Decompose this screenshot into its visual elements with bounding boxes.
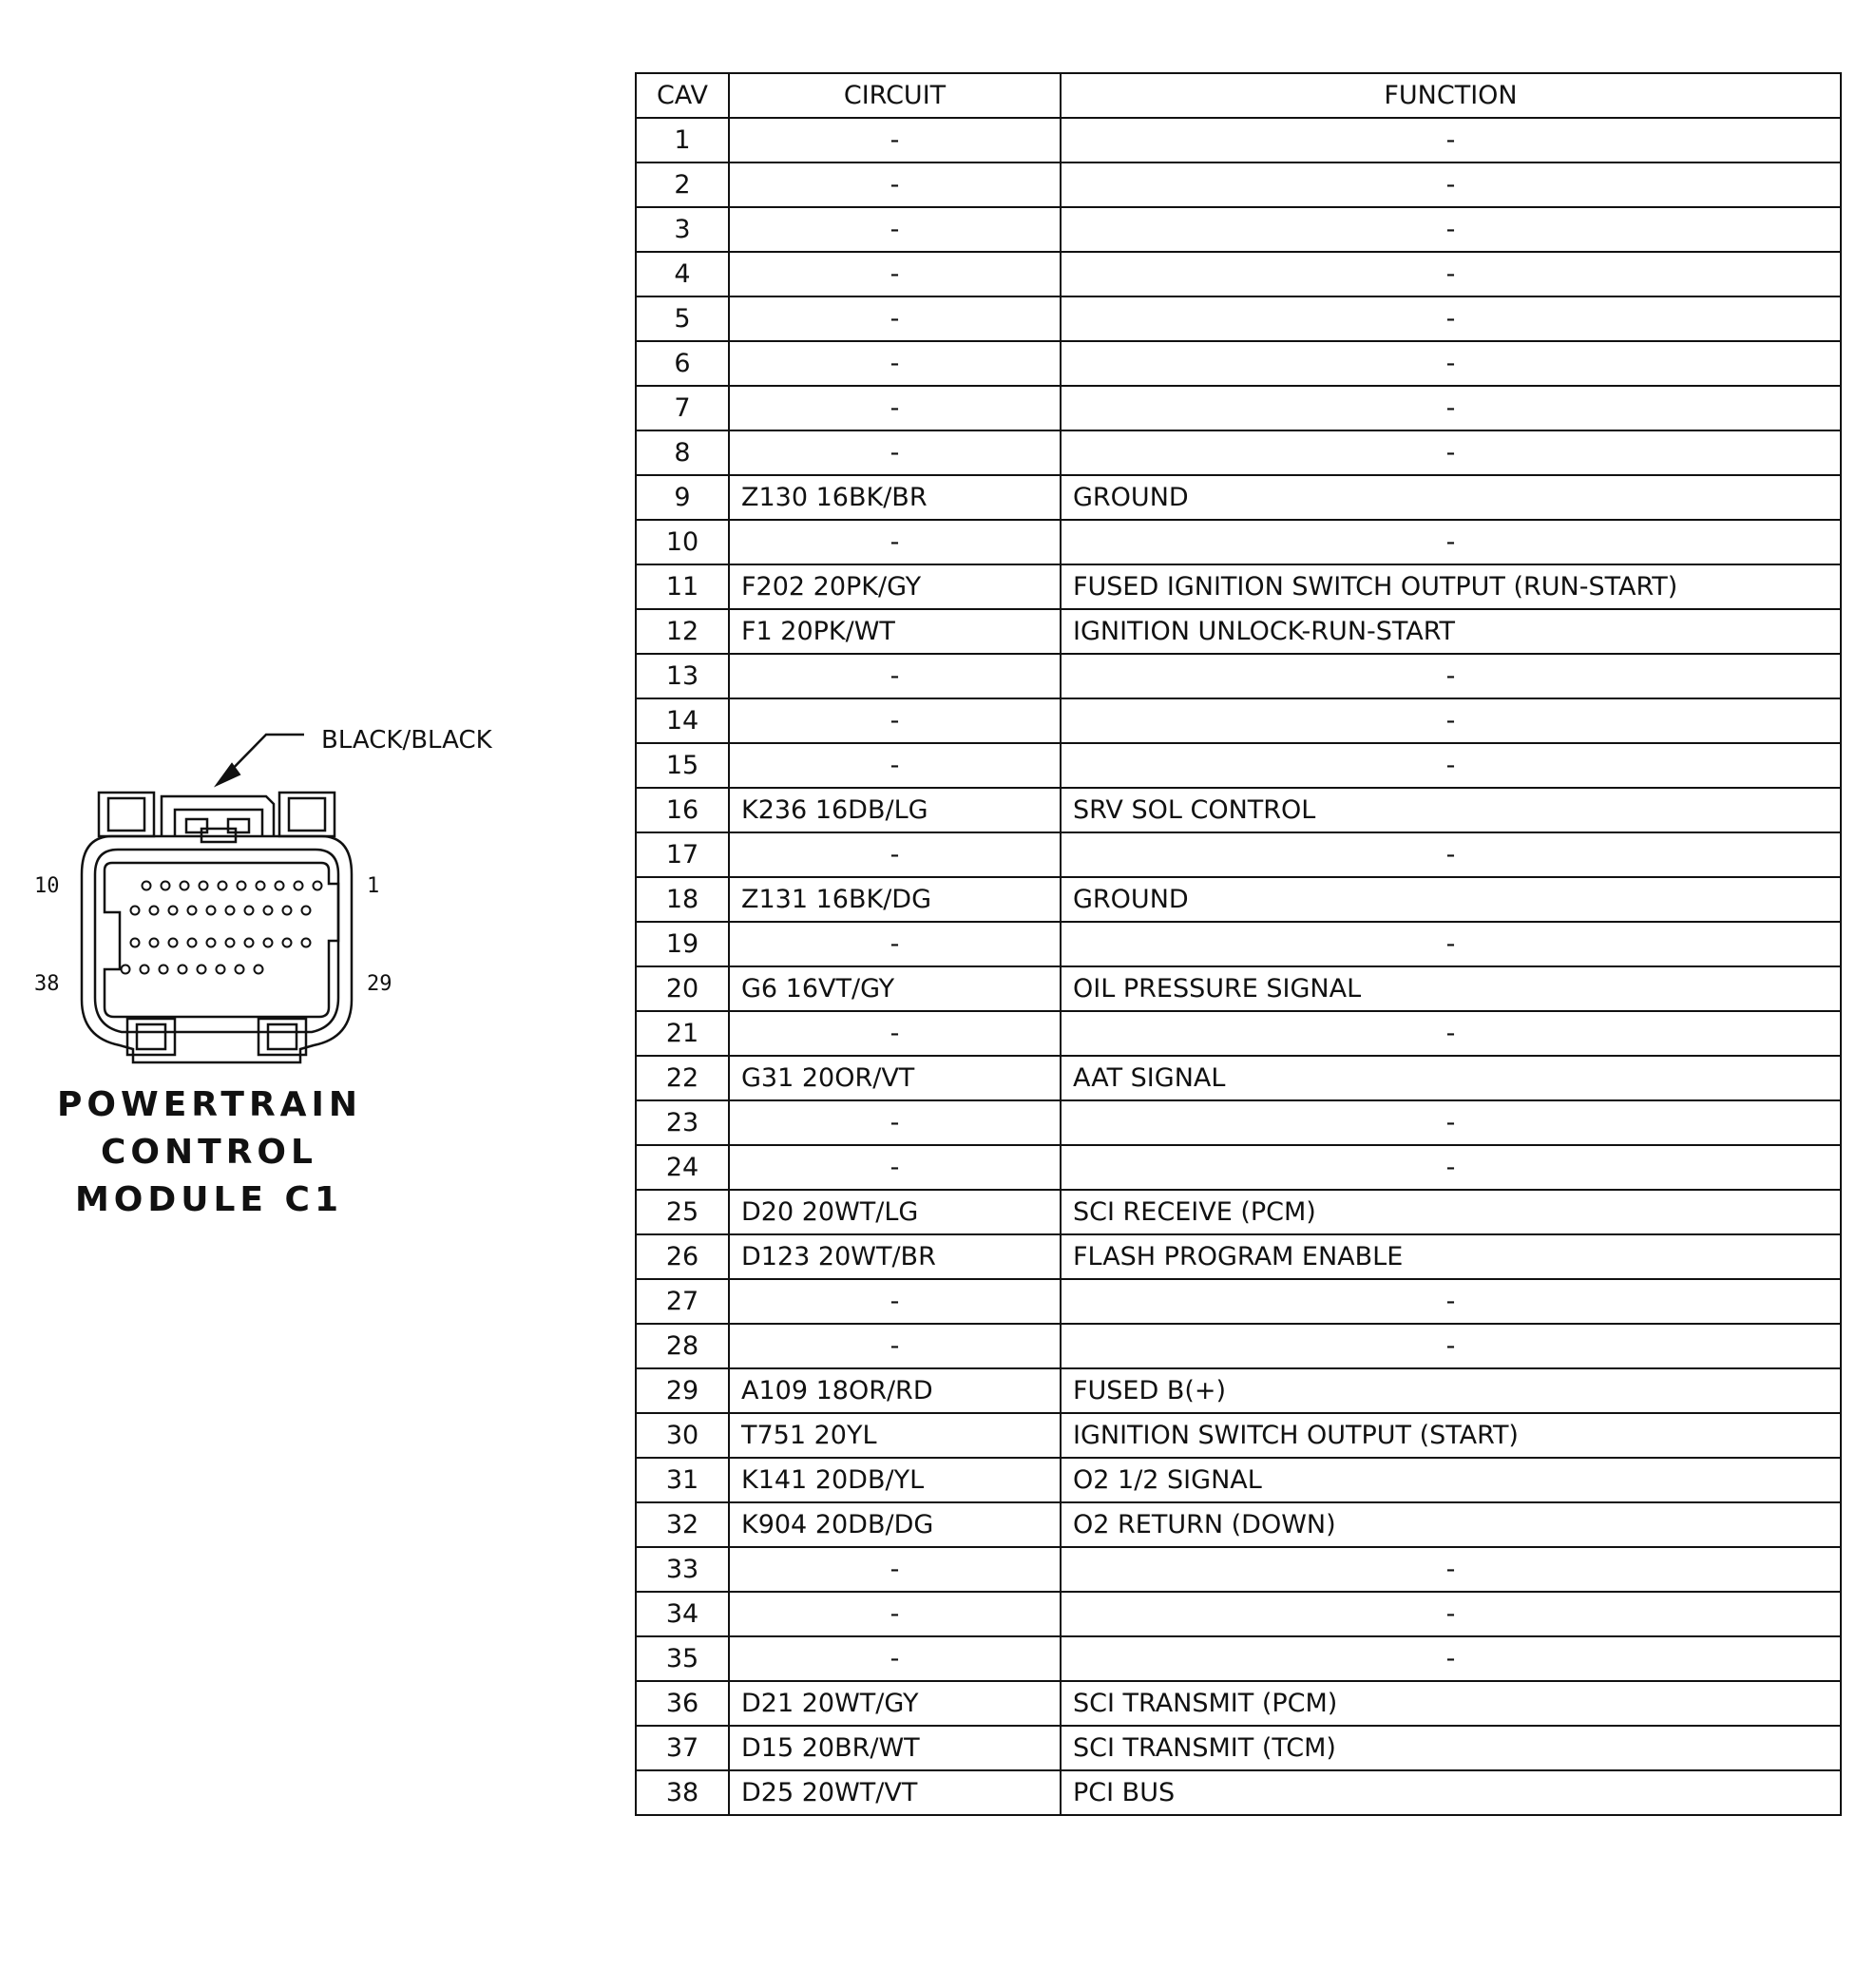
table-row <box>636 698 1841 743</box>
function-cell: - <box>1061 252 1841 296</box>
function-cell: GROUND <box>1061 475 1841 520</box>
cav-cell: 2 <box>636 162 729 207</box>
function-cell: O2 RETURN (DOWN) <box>1061 1502 1841 1547</box>
table-row <box>636 1770 1841 1815</box>
function-cell: - <box>1061 1547 1841 1592</box>
cav-cell: 30 <box>636 1413 729 1458</box>
circuit-cell: T751 20YL <box>729 1413 1061 1458</box>
circuit-cell: K236 16DB/LG <box>729 788 1061 832</box>
pin-cavity <box>283 907 292 915</box>
table-row <box>636 1056 1841 1100</box>
circuit-cell: D21 20WT/GY <box>729 1681 1061 1726</box>
pin-cavity <box>179 965 187 974</box>
pin-label-bottom-right: 29 <box>367 972 392 996</box>
table-row <box>636 1145 1841 1190</box>
table-row <box>636 252 1841 296</box>
circuit-cell: K904 20DB/DG <box>729 1502 1061 1547</box>
cav-cell: 8 <box>636 430 729 475</box>
connector-pin-cavities <box>122 882 322 974</box>
cav-cell: 13 <box>636 654 729 698</box>
cav-cell: 5 <box>636 296 729 341</box>
cav-cell: 20 <box>636 966 729 1011</box>
circuit-cell: - <box>729 922 1061 966</box>
cav-cell: 10 <box>636 520 729 564</box>
circuit-cell: - <box>729 1011 1061 1056</box>
function-cell: IGNITION SWITCH OUTPUT (START) <box>1061 1413 1841 1458</box>
table-row <box>636 207 1841 252</box>
pin-cavity <box>217 965 225 974</box>
cav-cell: 23 <box>636 1100 729 1145</box>
cav-cell: 22 <box>636 1056 729 1100</box>
pin-label-top-right: 1 <box>367 874 380 898</box>
function-cell: OIL PRESSURE SIGNAL <box>1061 966 1841 1011</box>
function-cell: - <box>1061 118 1841 162</box>
pin-cavity <box>219 882 227 890</box>
circuit-cell: K141 20DB/YL <box>729 1458 1061 1502</box>
pin-cavity <box>181 882 189 890</box>
function-cell: - <box>1061 207 1841 252</box>
table-row <box>636 1234 1841 1279</box>
pin-cavity <box>238 882 246 890</box>
pin-cavity <box>276 882 284 890</box>
connector-title-line-3: MODULE C1 <box>74 1180 344 1219</box>
pinout-table <box>635 72 1842 1816</box>
circuit-cell: - <box>729 341 1061 386</box>
cav-cell: 19 <box>636 922 729 966</box>
circuit-cell: - <box>729 743 1061 788</box>
cav-cell: 7 <box>636 386 729 430</box>
function-cell: - <box>1061 1011 1841 1056</box>
function-cell: GROUND <box>1061 877 1841 922</box>
connector-title <box>57 1081 361 1224</box>
cav-cell: 28 <box>636 1324 729 1368</box>
function-cell: IGNITION UNLOCK-RUN-START <box>1061 609 1841 654</box>
pin-cavity <box>245 939 254 947</box>
cav-cell: 3 <box>636 207 729 252</box>
color-callout-label: BLACK/BLACK <box>321 726 492 755</box>
circuit-cell: D20 20WT/LG <box>729 1190 1061 1234</box>
connector-title-line-1: POWERTRAIN <box>57 1085 363 1124</box>
circuit-cell: - <box>729 118 1061 162</box>
function-cell: O2 1/2 SIGNAL <box>1061 1458 1841 1502</box>
function-cell: PCI BUS <box>1061 1770 1841 1815</box>
cav-cell: 21 <box>636 1011 729 1056</box>
pin-cavity <box>150 907 159 915</box>
table-row <box>636 877 1841 922</box>
function-cell: - <box>1061 386 1841 430</box>
pin-cavity <box>131 939 140 947</box>
callout-arrow-icon <box>217 764 239 785</box>
circuit-cell: - <box>729 1324 1061 1368</box>
cav-cell: 31 <box>636 1458 729 1502</box>
cav-cell: 14 <box>636 698 729 743</box>
cav-cell: 38 <box>636 1770 729 1815</box>
pin-cavity <box>257 882 265 890</box>
pin-cavity <box>226 907 235 915</box>
circuit-cell: - <box>729 1279 1061 1324</box>
table-row <box>636 1011 1841 1056</box>
cav-cell: 6 <box>636 341 729 386</box>
pin-cavity <box>245 907 254 915</box>
pin-cavity <box>131 907 140 915</box>
cav-cell: 9 <box>636 475 729 520</box>
table-row <box>636 1592 1841 1636</box>
table-row <box>636 1502 1841 1547</box>
cav-cell: 35 <box>636 1636 729 1681</box>
function-cell: - <box>1061 1279 1841 1324</box>
pin-cavity <box>314 882 322 890</box>
cav-cell: 18 <box>636 877 729 922</box>
table-row <box>636 1368 1841 1413</box>
function-cell: - <box>1061 743 1841 788</box>
table-row <box>636 564 1841 609</box>
function-cell: - <box>1061 520 1841 564</box>
table-row <box>636 1681 1841 1726</box>
pin-cavity <box>226 939 235 947</box>
table-row <box>636 1279 1841 1324</box>
circuit-cell: - <box>729 1145 1061 1190</box>
function-cell: AAT SIGNAL <box>1061 1056 1841 1100</box>
circuit-cell: D123 20WT/BR <box>729 1234 1061 1279</box>
table-row <box>636 1458 1841 1502</box>
table-row <box>636 1547 1841 1592</box>
table-row <box>636 162 1841 207</box>
cav-cell: 17 <box>636 832 729 877</box>
circuit-cell: - <box>729 1547 1061 1592</box>
circuit-cell: - <box>729 698 1061 743</box>
circuit-cell: - <box>729 520 1061 564</box>
function-cell: - <box>1061 922 1841 966</box>
function-cell: SCI TRANSMIT (TCM) <box>1061 1726 1841 1770</box>
circuit-cell: - <box>729 207 1061 252</box>
pin-cavity <box>207 907 216 915</box>
function-cell: - <box>1061 698 1841 743</box>
pin-cavity <box>264 907 273 915</box>
pin-cavity <box>143 882 151 890</box>
pin-cavity <box>188 907 197 915</box>
function-cell: - <box>1061 1100 1841 1145</box>
circuit-cell: - <box>729 252 1061 296</box>
pin-cavity <box>198 965 206 974</box>
table-row <box>636 1726 1841 1770</box>
table-row <box>636 475 1841 520</box>
table-row <box>636 832 1841 877</box>
circuit-cell: D25 20WT/VT <box>729 1770 1061 1815</box>
function-cell: - <box>1061 296 1841 341</box>
cav-cell: 34 <box>636 1592 729 1636</box>
table-row <box>636 1100 1841 1145</box>
table-row <box>636 520 1841 564</box>
cav-cell: 1 <box>636 118 729 162</box>
circuit-cell: Z131 16BK/DG <box>729 877 1061 922</box>
circuit-cell: - <box>729 1636 1061 1681</box>
circuit-cell: Z130 16BK/BR <box>729 475 1061 520</box>
cav-cell: 25 <box>636 1190 729 1234</box>
function-cell: - <box>1061 1324 1841 1368</box>
circuit-cell: - <box>729 430 1061 475</box>
cav-cell: 36 <box>636 1681 729 1726</box>
table-row <box>636 1413 1841 1458</box>
function-cell: SRV SOL CONTROL <box>1061 788 1841 832</box>
circuit-cell: A109 18OR/RD <box>729 1368 1061 1413</box>
pin-cavity <box>160 965 168 974</box>
function-cell: FLASH PROGRAM ENABLE <box>1061 1234 1841 1279</box>
cav-cell: 27 <box>636 1279 729 1324</box>
cav-cell: 37 <box>636 1726 729 1770</box>
cav-cell: 4 <box>636 252 729 296</box>
header-circuit: CIRCUIT <box>729 73 1061 118</box>
header-function: FUNCTION <box>1061 73 1841 118</box>
connector-title-line-2: CONTROL <box>101 1133 317 1172</box>
circuit-cell: - <box>729 832 1061 877</box>
table-row <box>636 609 1841 654</box>
circuit-cell: - <box>729 654 1061 698</box>
cav-cell: 16 <box>636 788 729 832</box>
function-cell: - <box>1061 654 1841 698</box>
cav-cell: 33 <box>636 1547 729 1592</box>
table-row <box>636 386 1841 430</box>
table-row <box>636 1324 1841 1368</box>
circuit-cell: - <box>729 1592 1061 1636</box>
pin-cavity <box>169 907 178 915</box>
circuit-cell: G6 16VT/GY <box>729 966 1061 1011</box>
table-row <box>636 966 1841 1011</box>
pin-cavity <box>122 965 130 974</box>
circuit-cell: F202 20PK/GY <box>729 564 1061 609</box>
table-row <box>636 1636 1841 1681</box>
table-row <box>636 788 1841 832</box>
function-cell: - <box>1061 430 1841 475</box>
circuit-cell: - <box>729 296 1061 341</box>
pin-label-top-left: 10 <box>34 874 60 898</box>
table-row <box>636 296 1841 341</box>
pin-cavity <box>295 882 303 890</box>
function-cell: FUSED IGNITION SWITCH OUTPUT (RUN-START) <box>1061 564 1841 609</box>
connector-diagram <box>0 0 570 1235</box>
function-cell: SCI RECEIVE (PCM) <box>1061 1190 1841 1234</box>
pin-cavity <box>207 939 216 947</box>
cav-cell: 26 <box>636 1234 729 1279</box>
connector-housing <box>82 793 352 1062</box>
table-row <box>636 118 1841 162</box>
pin-cavity <box>141 965 149 974</box>
function-cell: FUSED B(+) <box>1061 1368 1841 1413</box>
function-cell: - <box>1061 1636 1841 1681</box>
cav-cell: 12 <box>636 609 729 654</box>
pin-cavity <box>188 939 197 947</box>
pin-label-bottom-left: 38 <box>34 972 60 996</box>
cav-cell: 15 <box>636 743 729 788</box>
circuit-cell: F1 20PK/WT <box>729 609 1061 654</box>
cav-cell: 32 <box>636 1502 729 1547</box>
function-cell: - <box>1061 832 1841 877</box>
circuit-cell: - <box>729 162 1061 207</box>
function-cell: SCI TRANSMIT (PCM) <box>1061 1681 1841 1726</box>
table-row <box>636 1190 1841 1234</box>
circuit-cell: - <box>729 1100 1061 1145</box>
function-cell: - <box>1061 341 1841 386</box>
pin-cavity <box>302 907 311 915</box>
table-header-row <box>636 73 1841 118</box>
function-cell: - <box>1061 162 1841 207</box>
function-cell: - <box>1061 1592 1841 1636</box>
table-row <box>636 430 1841 475</box>
table-row <box>636 922 1841 966</box>
circuit-cell: - <box>729 386 1061 430</box>
pin-cavity <box>200 882 208 890</box>
circuit-cell: D15 20BR/WT <box>729 1726 1061 1770</box>
pin-cavity <box>302 939 311 947</box>
pin-cavity <box>255 965 263 974</box>
cav-cell: 24 <box>636 1145 729 1190</box>
table-row <box>636 654 1841 698</box>
pin-cavity <box>162 882 170 890</box>
pin-cavity <box>150 939 159 947</box>
pin-cavity <box>169 939 178 947</box>
pin-cavity <box>283 939 292 947</box>
table-row <box>636 341 1841 386</box>
cav-cell: 29 <box>636 1368 729 1413</box>
pin-cavity <box>236 965 244 974</box>
function-cell: - <box>1061 1145 1841 1190</box>
header-cav: CAV <box>636 73 729 118</box>
table-row <box>636 743 1841 788</box>
cav-cell: 11 <box>636 564 729 609</box>
pin-cavity <box>264 939 273 947</box>
circuit-cell: G31 20OR/VT <box>729 1056 1061 1100</box>
